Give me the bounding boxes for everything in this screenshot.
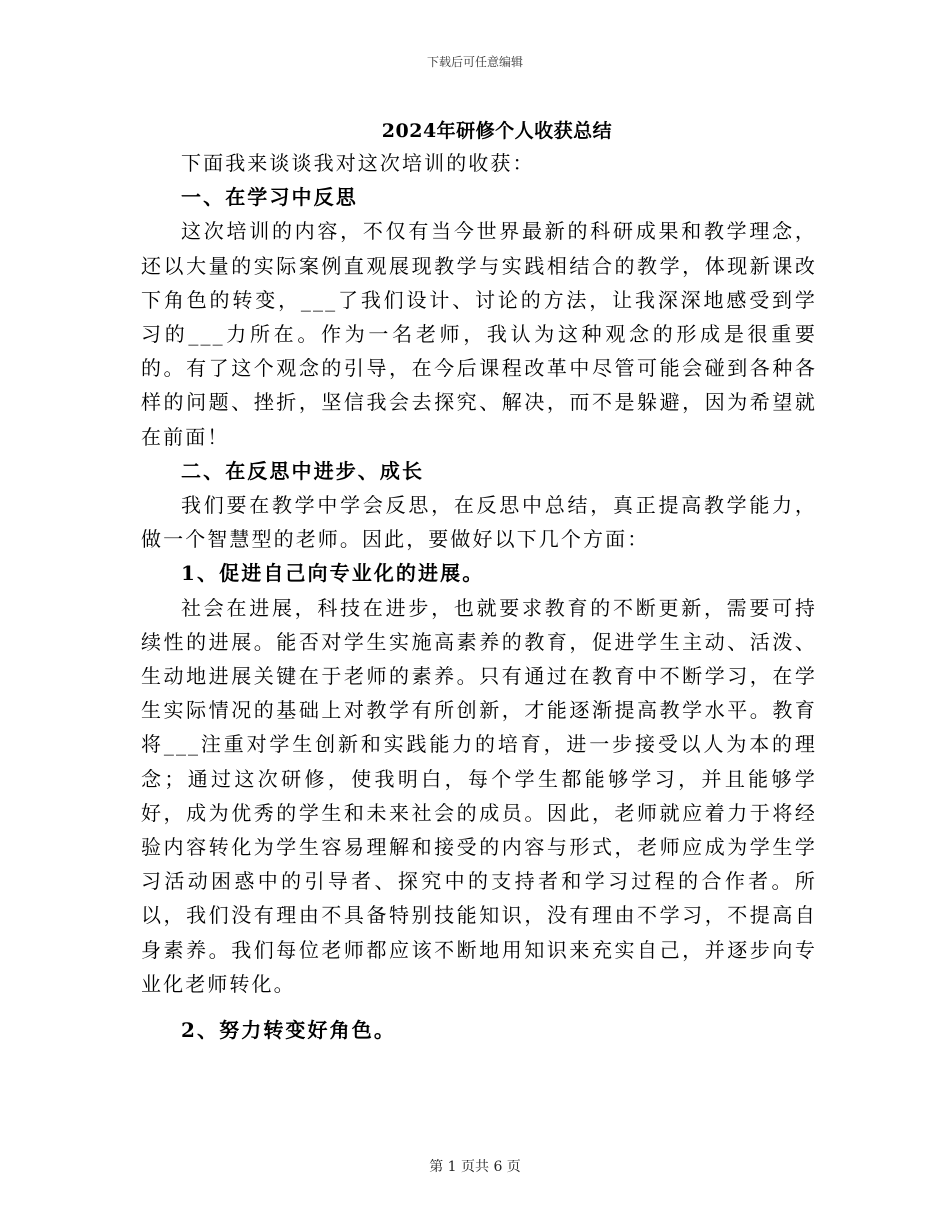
intro-paragraph: 下面我来谈谈我对这次培训的收获：	[181, 151, 535, 175]
document-title: 2024年研修个人收获总结	[381, 120, 613, 142]
section-2-paragraph: 我们要在教学中学会反思，在反思中总结，真正提高教学能力，做一个智慧型的老师。因此，要做好以下几个方面：	[141, 493, 817, 552]
document-body	[141, 146, 817, 1047]
section-1-heading: 一、在学习中反思	[181, 185, 358, 210]
item-1-paragraph: 社会在进展，科技在进步，也就要求教育的不断更新，需要可持续性的进展。能否对学生实施高素养的教育，促进学生主动、活泼、生动地进展关键在于老师的素养。只有通过在教育中不断学习，在学生实际情况的基础上对教学有所创新，才能逐渐提高教学水平。教育将___注重对学生创新和实践能力的培育，进一步接受以人为本的理念；通过这次研修，使我明白，每个学生都能够学习，并且能够学好，成为优秀的学生和未来社会的成员。因此，老师就应着力于将经验内容转化为学生容易理解和接受的内容与形式，老师应成为学生学习活动困惑中的引导者、探究中的支持者和学习过程的合作者。所以，我们没有理由不具备特别技能知识，没有理由不学习，不提高自身素养。我们每位老师都应该不断地用知识来充实自己，并逐步向专业化老师转化。	[141, 595, 817, 996]
page-header-note: 下载后可任意编辑	[426, 55, 523, 69]
item-1-heading: 1、促进自己向专业化的进展。	[181, 561, 485, 586]
section-1-paragraph: 这次培训的内容，不仅有当今世界最新的科研成果和教学理念，还以大量的实际案例直观展现教学与实践相结合的教学，体现新课改下角色的转变，___了我们设计、讨论的方法，让我深深地感受到学习的___力所在。作为一名老师，我认为这种观念的形成是很重要的。有了这个观念的引导，在今后课程改革中尽管可能会碰到各种各样的问题、挫折，坚信我会去探究、解决，而不是躲避，因为希望就在前面！	[141, 219, 817, 449]
section-2-heading: 二、在反思中进步、成长	[181, 458, 425, 483]
page-number-footer: 第 1 页共 6 页	[429, 1159, 521, 1175]
item-2-heading: 2、努力转变好角色。	[181, 1018, 396, 1043]
